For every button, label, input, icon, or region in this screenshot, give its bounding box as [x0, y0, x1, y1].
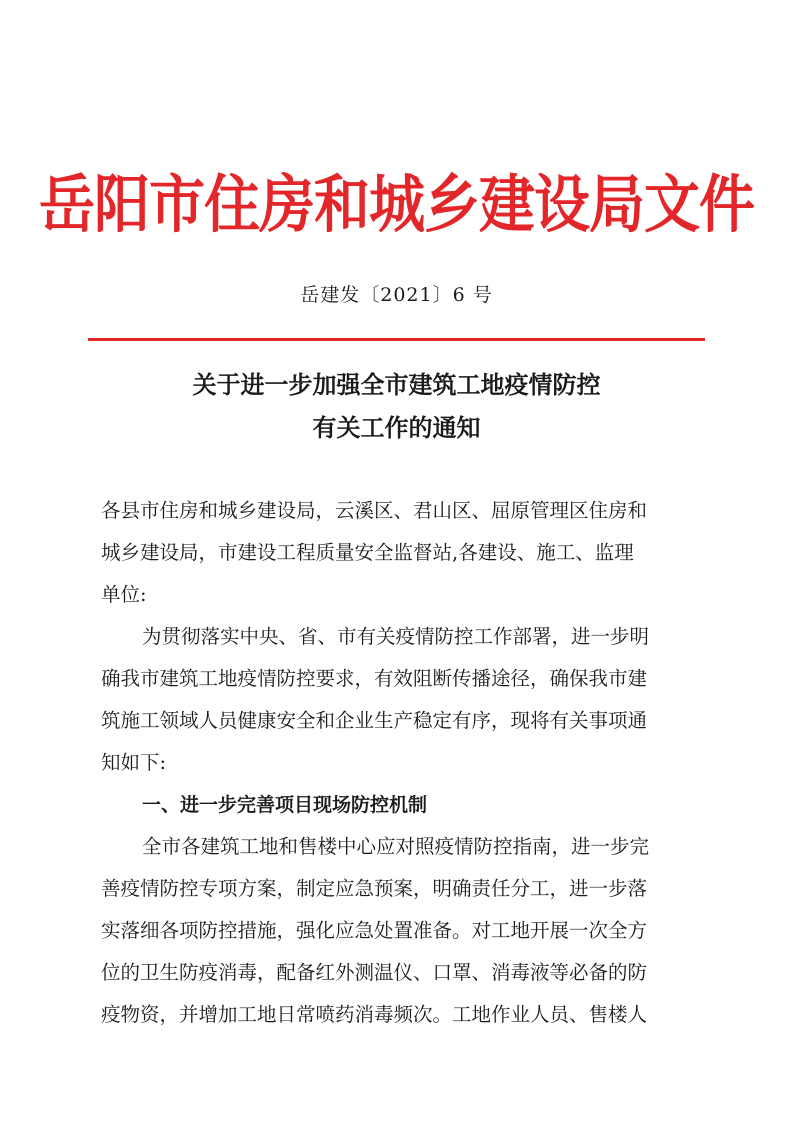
- text-line: 各县市住房和城乡建设局，云溪区、君山区、屈原管理区住房和: [101, 499, 648, 522]
- red-divider-rule: [88, 338, 705, 341]
- text-line: 全市各建筑工地和售楼中心应对照疫情防控指南，进一步完: [142, 835, 650, 858]
- document-title-line: 有关工作的通知: [312, 414, 481, 442]
- text-line: 实落细各项防控措施，强化应急处置准备。对工地开展一次全方: [101, 919, 648, 942]
- document-title-line: 关于进一步加强全市建筑工地疫情防控: [192, 371, 601, 399]
- recipients-paragraph: [101, 490, 701, 616]
- intro-paragraph: [101, 616, 701, 784]
- document-number: 岳建发〔2021〕6 号: [300, 284, 493, 306]
- text-line: 确我市建筑工地疫情防控要求，有效阻断传播途径，确保我市建: [101, 667, 648, 690]
- document-body: [101, 490, 701, 1036]
- text-line: 为贯彻落实中央、省、市有关疫情防控工作部署，进一步明: [142, 625, 650, 648]
- text-line: 善疫情防控专项方案，制定应急预案，明确责任分工，进一步落: [101, 877, 648, 900]
- text-line: 单位:: [101, 583, 147, 606]
- text-line: 城乡建设局，市建设工程质量安全监督站,各建设、施工、监理: [101, 541, 634, 564]
- issuer-header-title: 岳阳市住房和城乡建设局文件: [39, 169, 754, 242]
- document-title: [0, 364, 793, 450]
- section-heading: 一、进一步完善项目现场防控机制: [142, 794, 428, 816]
- text-line: 知如下:: [101, 751, 167, 774]
- section-paragraph: [101, 826, 701, 1036]
- text-line: 位的卫生防疫消毒，配备红外测温仪、口罩、消毒液等必备的防: [101, 961, 648, 984]
- text-line: 筑施工领域人员健康安全和企业生产稳定有序，现将有关事项通: [101, 709, 648, 732]
- text-line: 疫物资，并增加工地日常喷药消毒频次。工地作业人员、售楼人: [101, 1003, 648, 1026]
